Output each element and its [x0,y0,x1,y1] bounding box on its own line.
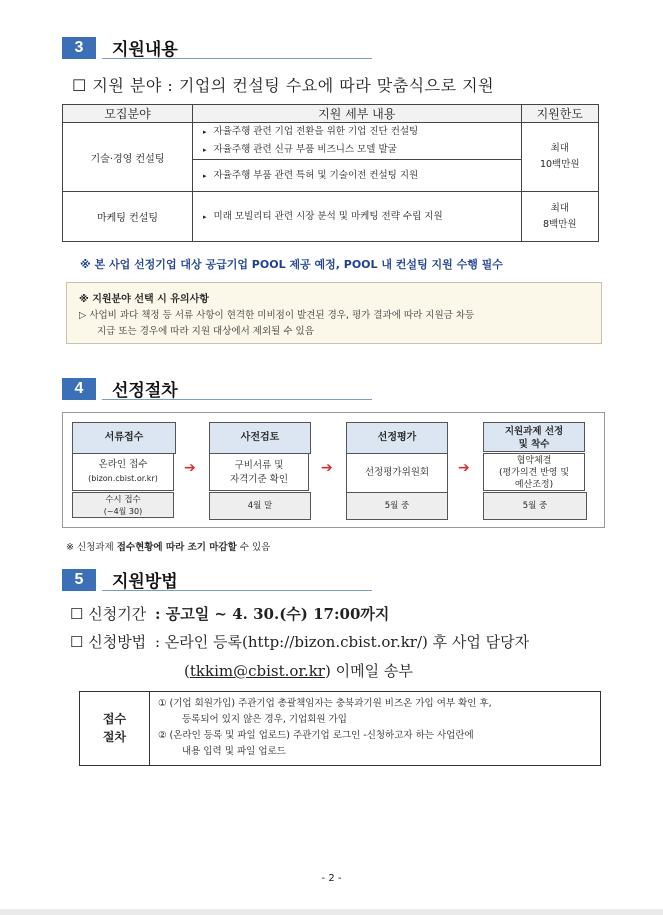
support-field-line: ☐ 지원 분야 : 기업의 컨설팅 수요에 따라 맞춤식으로 지원 [72,76,495,95]
section-underline [102,399,372,400]
application-period: ☐ 신청기간 : 공고일 ~ 4. 30.(수) 17:00까지 [70,605,390,623]
header-detail: 지원 세부 내용 [193,105,521,123]
list-item: ▸ 자율주행 관련 신규 부품 비즈니스 모델 발굴 [203,144,397,155]
step-body: 온라인 접수 (bizon.cbist.or.kr) [72,453,174,491]
section-title: 지원내용 [112,40,178,60]
step-timing: 5월 중 [346,492,448,520]
triangle-bullet-icon: ▸ [203,128,207,136]
support-table [62,104,599,242]
row-limit: 최대 8백만원 [521,192,598,242]
arrow-right-icon: ➔ [458,460,470,476]
step-timing: 4월 말 [209,492,311,520]
list-item: ▸ 자율주행 부품 관련 특허 및 기술이전 컨설팅 지원 [203,169,419,181]
email-link[interactable]: tkkim@cbist.or.kr [189,662,325,680]
detail-cell [193,160,521,192]
step-body: 협약체결 (평가의견 반영 및 예산조정) [483,453,585,491]
section-number: 5 [62,569,96,591]
step-header: 서류접수 [72,422,176,454]
header-limit: 지원한도 [521,105,598,123]
triangle-bullet-icon: ▸ [203,171,207,180]
header-field: 모집분야 [63,105,193,123]
section-title: 선정절차 [112,381,178,401]
step-header: 선정평가 [346,422,448,454]
caution-line-1: ▷ 사업비 과다 책정 등 서류 사항이 현격한 미비점이 발견된 경우, 평가 결과에 따라 지원금 차등 [79,310,475,321]
triangle-bullet-icon: ▸ [203,212,207,221]
list-item: ▸ 자율주행 관련 기업 전환을 위한 기업 진단 컨설팅 [203,126,419,137]
section-title: 지원방법 [112,572,178,592]
procedure-box [79,691,601,766]
early-close-note: ※ 신청과제 접수현황에 따라 조기 마감할 수 있음 [66,542,271,553]
step-timing: 5월 중 [483,492,587,520]
caution-title: ※ 지원분야 선택 시 유의사항 [79,294,209,305]
section-number: 4 [62,378,96,400]
procedure-steps: ① (기업 회원가입) 주관기업 총괄책임자는 충북과기원 비즈온 가입 여부 확인 후, 등록되어 있지 않은 경우, 기업회원 가입 ② (온라인 등록 및 파일 업로드) 주관기업 로그인 -신청하고자 하는 사업란에 내용 입력 및 파일 업로드 [158,698,492,757]
arrow-right-icon: ➔ [184,460,196,476]
procedure-step-1: ① (기업 회원가입) 주관기업 총괄책임자는 충북과기원 비즈온 가입 여부 확인 후, [158,698,492,709]
pool-notice: ※ 본 사업 선정기업 대상 공급기업 POOL 제공 예정, POOL 내 컨설팅 지원 수행 필수 [80,258,503,271]
page-edge [0,909,663,915]
step-timing: 수시 접수 (~4월 30) [72,492,174,518]
step-header: 지원과제 선정 및 착수 [483,422,585,452]
row-field: 마케팅 컨설팅 [63,192,193,242]
section-underline [102,58,372,59]
caution-line-2: 지급 또는 경우에 따라 지원 대상에서 제외될 수 있음 [97,326,314,337]
page-number: - 2 - [321,873,342,884]
list-item: ▸ 미래 모빌리티 관련 시장 분석 및 마케팅 전략 수립 지원 [203,210,443,222]
row-limit: 최대 10백만원 [521,123,598,192]
step-header: 사전검토 [209,422,311,454]
email-line: (tkkim@cbist.or.kr) 이메일 송부 [184,662,413,680]
detail-cell [193,192,521,242]
step-body: 선정평가위원회 [346,453,448,493]
caution-box [66,282,602,344]
triangle-bullet-icon: ▸ [203,146,207,154]
detail-cell [193,123,521,160]
step-body: 구비서류 및 자격기준 확인 [209,453,309,491]
arrow-right-icon: ➔ [321,460,333,476]
section-underline [102,590,372,591]
row-field: 기술·경영 컨설팅 [63,123,193,192]
procedure-label: 접수 절차 [80,692,150,765]
process-flow [62,412,605,528]
procedure-step-2: ② (온라인 등록 및 파일 업로드) 주관기업 로그인 -신청하고자 하는 사업란에 [158,730,474,741]
section-number: 3 [62,37,96,59]
application-method: ☐ 신청방법 : 온라인 등록(http://bizon.cbist.or.kr/) 후 사업 담당자 [70,633,530,651]
